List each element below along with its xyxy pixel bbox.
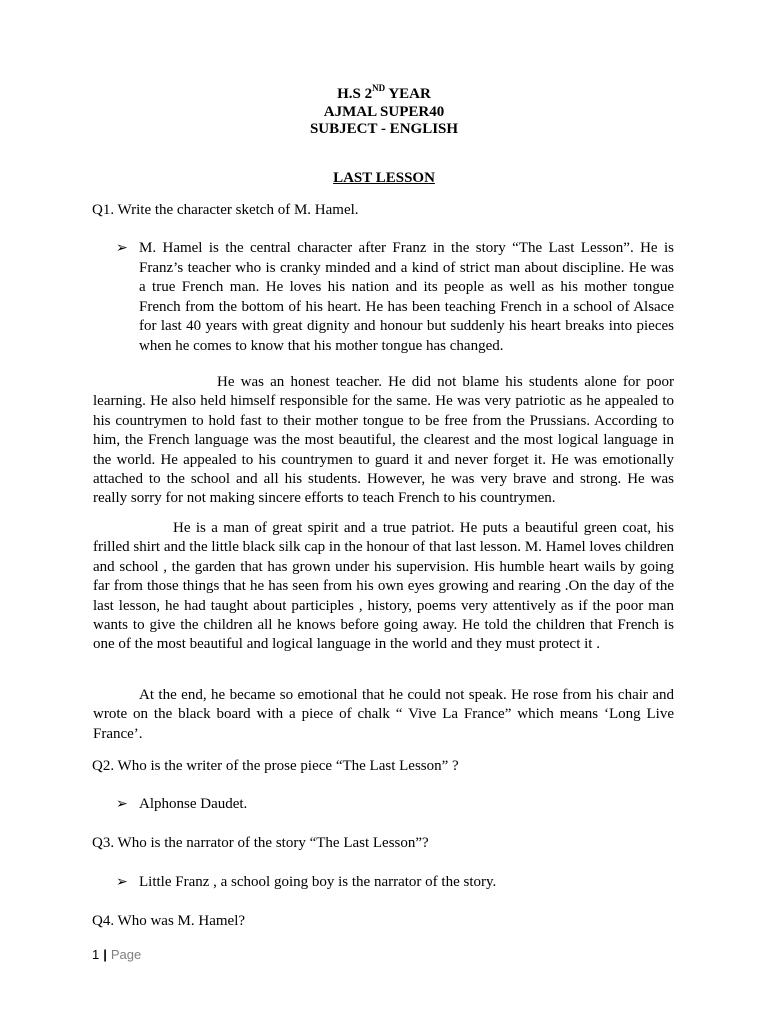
header-class-suffix: YEAR — [385, 86, 431, 102]
header-subject: SUBJECT - ENGLISH — [309, 121, 459, 137]
page-footer — [92, 946, 141, 964]
page-label: Page — [110, 947, 142, 962]
bullet-arrow-icon: ➢ — [116, 241, 128, 256]
answer-1-paragraph-4: At the end, he became so emotional that he could not speak. He rose from his chair and wrote on the black board with a piece of chalk “ Vive La France” which means ‘Long Live France’. — [93, 687, 674, 742]
header-class-superscript: ND — [372, 83, 386, 93]
answer-1-text: M. Hamel is the central character after Franz in the story “The Last Lesson”. He is Franz’s teacher who is cranky minded and a kind of strict man about discipline. He was a true French man. He loves his nation and its people as well as his mother tongue French from the bottom of his heart. He has been teaching French in a school of Alsace for last 40 years with great dignity and honour but suddenly his heart breaks into pieces when he comes to know that his mother tongue has changed. — [139, 240, 674, 354]
bullet-arrow-icon: ➢ — [116, 875, 128, 890]
header-class-line — [0, 83, 768, 103]
footer-separator: | — [103, 947, 107, 962]
question-3: Q3. Who is the narrator of the story “The Last Lesson”? — [92, 835, 429, 851]
bullet-arrow-icon: ➢ — [116, 797, 128, 812]
header-institute: AJMAL SUPER40 — [323, 104, 445, 120]
header-class-prefix: H.S 2 — [337, 86, 373, 102]
question-2: Q2. Who is the writer of the prose piece “The Last Lesson” ? — [92, 758, 459, 774]
document-title — [0, 170, 768, 187]
answer-2-text: Alphonse Daudet. — [139, 796, 248, 812]
page-number: 1 — [92, 947, 100, 962]
question-1: Q1. Write the character sketch of M. Hamel. — [92, 202, 359, 218]
answer-3-text: Little Franz , a school going boy is the narrator of the story. — [139, 874, 497, 890]
document-title-text: LAST LESSON — [333, 170, 435, 186]
question-4: Q4. Who was M. Hamel? — [92, 913, 246, 929]
answer-1-paragraph-3: He is a man of great spirit and a true patriot. He puts a beautiful green coat, his frilled shirt and the little black silk cap in the honour of that last lesson. M. Hamel loves children and school , the garden that has grown under his supervision. His humble heart wails by going far from those things that he has seen from his own eyes growing and rearing .On the day of the last lesson, he had taught about participles , history, poems very attentively as if the poor man wants to give the children all he knows before going away. He told the children that French is one of the most beautiful and logical language in the world and they must protect it . — [93, 520, 674, 653]
answer-1-paragraph-2: He was an honest teacher. He did not blame his students alone for poor learning. He also held himself responsible for the same. He was very patriotic as he appealed to his countrymen to hold fast to their mother tongue to be free from the Prussians. According to him, the French language was the most beautiful, the clearest and the most logical language in the world. He appealed to his countrymen to guard it and never forget it. He was emotionally attached to the school and all his students. However, he was very brave and strong. He was really sorry for not making sincere efforts to teach French to his countrymen. — [93, 374, 674, 507]
